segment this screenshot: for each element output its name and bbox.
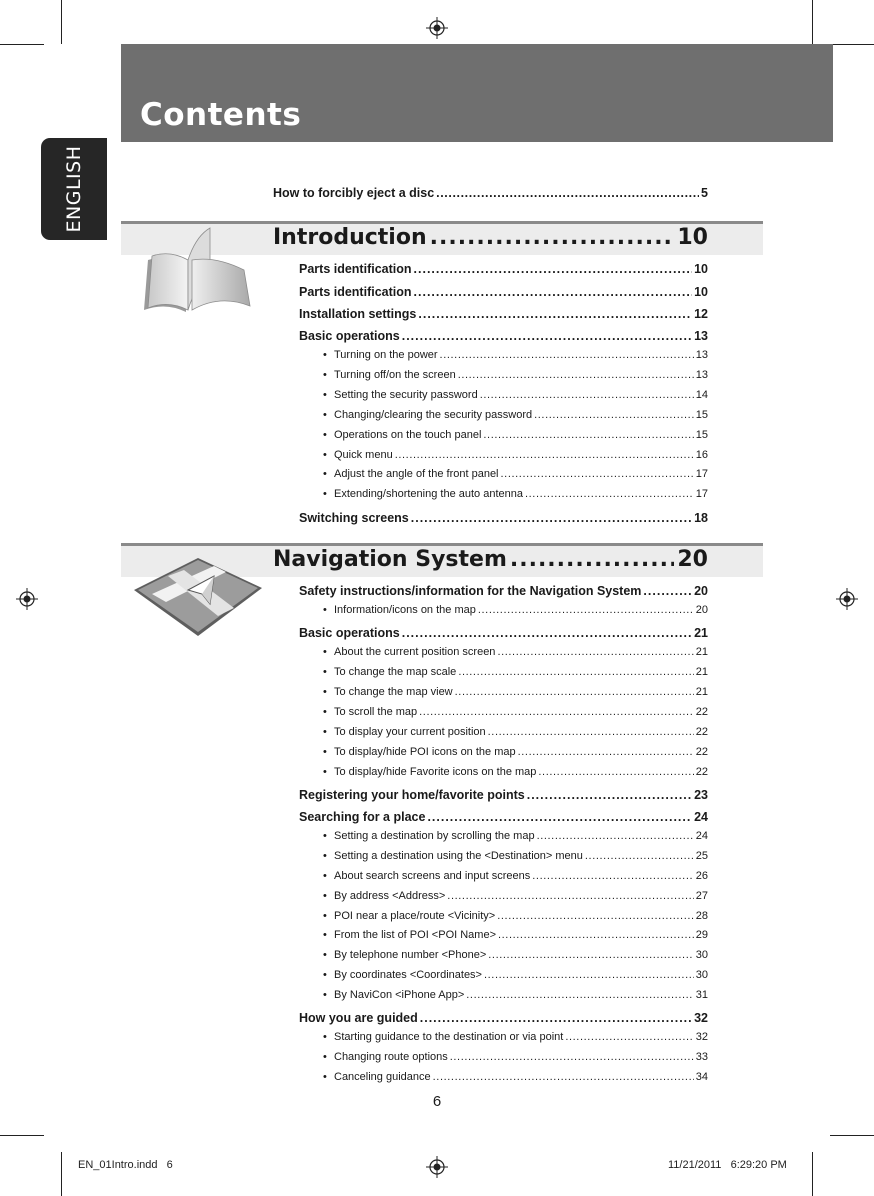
toc-subentry[interactable]: [323, 369, 708, 381]
bullet-icon: •: [323, 1031, 327, 1043]
toc-subentry[interactable]: [323, 604, 708, 616]
toc-subentry-page: 34: [695, 1071, 708, 1083]
toc-subentry-label: Changing route options: [334, 1051, 448, 1063]
toc-subentry[interactable]: [323, 686, 708, 698]
toc-subentry[interactable]: [323, 766, 708, 778]
bullet-icon: •: [323, 989, 327, 1001]
registration-mark-icon: [426, 17, 448, 39]
toc-entry-label: Safety instructions/information for the Navigation System: [299, 584, 642, 598]
bullet-icon: •: [323, 949, 327, 961]
toc-entry-page: 23: [694, 788, 708, 802]
toc-subentry-label: Starting guidance to the destination or via point: [334, 1031, 564, 1043]
toc-subentry-page: 17: [695, 488, 708, 500]
bullet-icon: •: [323, 369, 327, 381]
toc-entry[interactable]: [299, 626, 708, 640]
toc-entry-page: 32: [694, 1011, 708, 1025]
toc-entry-label: How to forcibly eject a disc: [273, 186, 435, 200]
bullet-icon: •: [323, 449, 327, 461]
section-page: 10: [677, 225, 708, 250]
toc-subentry-page: 32: [695, 1031, 708, 1043]
toc-subentry-page: 15: [695, 429, 708, 441]
toc-entry[interactable]: [299, 788, 708, 802]
toc-entry-page: 24: [694, 810, 708, 824]
toc-entry-label: Registering your home/favorite points: [299, 788, 525, 802]
toc-entry[interactable]: [299, 285, 708, 299]
toc-entry-page: 12: [694, 307, 708, 321]
toc-entry-page: 13: [694, 329, 708, 343]
footer-timestamp: 11/21/2011 6:29:20 PM: [668, 1159, 787, 1171]
toc-subentry-label: To change the map scale: [334, 666, 457, 678]
toc-subentry-page: 21: [695, 646, 708, 658]
crop-mark: [0, 1135, 44, 1136]
toc-subentry-label: By NaviCon <iPhone App>: [334, 989, 465, 1001]
toc-entry-page: 10: [694, 285, 708, 299]
toc-subentry-label: Changing/clearing the security password: [334, 409, 533, 421]
bullet-icon: •: [323, 830, 327, 842]
toc-entry[interactable]: [299, 262, 708, 276]
toc-entry-label: Basic operations: [299, 626, 400, 640]
toc-subentry-label: Turning on the power: [334, 349, 438, 361]
toc-subentry[interactable]: [323, 468, 708, 480]
toc-subentry-page: 14: [695, 389, 708, 401]
bullet-icon: •: [323, 468, 327, 480]
toc-subentry-label: From the list of POI <POI Name>: [334, 929, 496, 941]
toc-subentry[interactable]: [323, 449, 708, 461]
bullet-icon: •: [323, 1071, 327, 1083]
toc-subentry[interactable]: [323, 726, 708, 738]
toc-entry[interactable]: [299, 1011, 708, 1025]
toc-entry-label: Installation settings: [299, 307, 417, 321]
toc-entry[interactable]: [299, 307, 708, 321]
toc-subentry-label: To display/hide POI icons on the map: [334, 746, 516, 758]
toc-subentry-page: 13: [695, 369, 708, 381]
bullet-icon: •: [323, 910, 327, 922]
toc-subentry[interactable]: [323, 969, 708, 981]
section-title: Navigation System: [273, 547, 507, 572]
toc-subentry[interactable]: [323, 989, 708, 1001]
bullet-icon: •: [323, 726, 327, 738]
toc-subentry[interactable]: [323, 910, 708, 922]
toc-entry-label: How you are guided: [299, 1011, 418, 1025]
bullet-icon: •: [323, 488, 327, 500]
toc-subentry-page: 29: [695, 929, 708, 941]
toc-subentry-label: About search screens and input screens: [334, 870, 531, 882]
toc-subentry-label: Setting the security password: [334, 389, 478, 401]
crop-mark: [830, 1135, 874, 1136]
crop-mark: [0, 44, 44, 45]
toc-subentry-page: 22: [695, 766, 708, 778]
toc-subentry-page: 24: [695, 830, 708, 842]
crop-mark: [812, 0, 813, 44]
toc-subentry-page: 22: [695, 726, 708, 738]
toc-subentry-page: 21: [695, 686, 708, 698]
bullet-icon: •: [323, 746, 327, 758]
toc-subentry-page: 16: [695, 449, 708, 461]
toc-subentry[interactable]: [323, 1031, 708, 1043]
toc-subentry-label: Turning off/on the screen: [334, 369, 456, 381]
bullet-icon: •: [323, 969, 327, 981]
toc-entry[interactable]: [299, 511, 708, 525]
toc-entry[interactable]: [299, 329, 708, 343]
map-navigation-icon: [128, 554, 266, 638]
toc-subentry-label: To display/hide Favorite icons on the map: [334, 766, 537, 778]
bullet-icon: •: [323, 429, 327, 441]
bullet-icon: •: [323, 646, 327, 658]
toc-subentry-page: 30: [695, 949, 708, 961]
toc-subentry-label: Canceling guidance: [334, 1071, 431, 1083]
bullet-icon: •: [323, 409, 327, 421]
toc-subentry-page: 26: [695, 870, 708, 882]
toc-subentry-page: 28: [695, 910, 708, 922]
toc-subentry-label: To scroll the map: [334, 706, 418, 718]
bullet-icon: •: [323, 349, 327, 361]
toc-subentry-page: 25: [695, 850, 708, 862]
bullet-icon: •: [323, 706, 327, 718]
toc-subentry-page: 30: [695, 969, 708, 981]
toc-entry[interactable]: [299, 810, 708, 824]
toc-subentry-label: Setting a destination by scrolling the map: [334, 830, 535, 842]
toc-entry-page: 10: [694, 262, 708, 276]
bullet-icon: •: [323, 604, 327, 616]
crop-mark: [812, 1152, 813, 1196]
section-page: 20: [677, 547, 708, 572]
page-number: 6: [432, 1093, 442, 1110]
toc-subentry-page: 15: [695, 409, 708, 421]
toc-subentry-label: Extending/shortening the auto antenna: [334, 488, 523, 500]
toc-subentry[interactable]: [323, 929, 708, 941]
toc-subentry-page: 33: [695, 1051, 708, 1063]
toc-subentry[interactable]: [323, 429, 708, 441]
toc-subentry-page: 17: [695, 468, 708, 480]
bullet-icon: •: [323, 766, 327, 778]
bullet-icon: •: [323, 389, 327, 401]
toc-subentry[interactable]: [323, 349, 708, 361]
toc-entry-label: Basic operations: [299, 329, 400, 343]
registration-mark-icon: [16, 588, 38, 610]
toc-subentry-label: About the current position screen: [334, 646, 496, 658]
bullet-icon: •: [323, 686, 327, 698]
bullet-icon: •: [323, 850, 327, 862]
toc-subentry-page: 20: [695, 604, 708, 616]
toc-subentry-label: To display your current position: [334, 726, 486, 738]
toc-entry[interactable]: [273, 186, 708, 200]
footer-filename: EN_01Intro.indd 6: [78, 1159, 173, 1171]
language-tab-label: ENGLISH: [63, 145, 85, 233]
toc-subentry-page: 21: [695, 666, 708, 678]
section-title: Introduction: [273, 225, 427, 250]
toc-subentry-label: POI near a place/route <Vicinity>: [334, 910, 496, 922]
bullet-icon: •: [323, 929, 327, 941]
toc-subentry-label: Information/icons on the map: [334, 604, 476, 616]
toc-subentry[interactable]: [323, 850, 708, 862]
section-heading[interactable]: [273, 547, 708, 572]
toc-entry[interactable]: [299, 584, 708, 598]
toc-subentry-page: 27: [695, 890, 708, 902]
toc-subentry[interactable]: [323, 409, 708, 421]
toc-entry-page: 18: [694, 511, 708, 525]
crop-mark: [61, 1152, 62, 1196]
toc-subentry[interactable]: [323, 666, 708, 678]
toc-subentry-label: To change the map view: [334, 686, 453, 698]
toc-subentry[interactable]: [323, 706, 708, 718]
toc-entry-label: Searching for a place: [299, 810, 426, 824]
bullet-icon: •: [323, 890, 327, 902]
crop-mark: [830, 44, 874, 45]
toc-subentry-label: By telephone number <Phone>: [334, 949, 487, 961]
toc-subentry[interactable]: [323, 1051, 708, 1063]
toc-subentry[interactable]: [323, 949, 708, 961]
toc-subentry[interactable]: [323, 1071, 708, 1083]
toc-subentry-label: Adjust the angle of the front panel: [334, 468, 499, 480]
toc-subentry[interactable]: [323, 870, 708, 882]
toc-subentry-label: Operations on the touch panel: [334, 429, 482, 441]
open-book-icon: [140, 226, 252, 314]
toc-subentry-label: By coordinates <Coordinates>: [334, 969, 482, 981]
section-heading[interactable]: [273, 225, 708, 250]
toc-subentry[interactable]: [323, 488, 708, 500]
page-title: Contents: [140, 97, 302, 133]
toc-entry-label: Parts identification: [299, 262, 412, 276]
bullet-icon: •: [323, 666, 327, 678]
toc-subentry[interactable]: [323, 389, 708, 401]
toc-subentry[interactable]: [323, 830, 708, 842]
toc-subentry-page: 13: [695, 349, 708, 361]
toc-entry-page: 20: [694, 584, 708, 598]
toc-entry-label: Parts identification: [299, 285, 412, 299]
toc-subentry-page: 31: [695, 989, 708, 1001]
toc-subentry-page: 22: [695, 706, 708, 718]
toc-subentry-label: By address <Address>: [334, 890, 446, 902]
crop-mark: [61, 0, 62, 44]
toc-entry-label: Switching screens: [299, 511, 409, 525]
toc-subentry[interactable]: [323, 746, 708, 758]
registration-mark-icon: [836, 588, 858, 610]
toc-entry-page: 5: [701, 186, 708, 200]
toc-subentry-page: 22: [695, 746, 708, 758]
toc-subentry[interactable]: [323, 646, 708, 658]
toc-subentry-label: Quick menu: [334, 449, 393, 461]
registration-mark-icon: [426, 1156, 448, 1178]
bullet-icon: •: [323, 870, 327, 882]
toc-subentry-label: Setting a destination using the <Destination> menu: [334, 850, 583, 862]
bullet-icon: •: [323, 1051, 327, 1063]
toc-subentry[interactable]: [323, 890, 708, 902]
toc-entry-page: 21: [694, 626, 708, 640]
